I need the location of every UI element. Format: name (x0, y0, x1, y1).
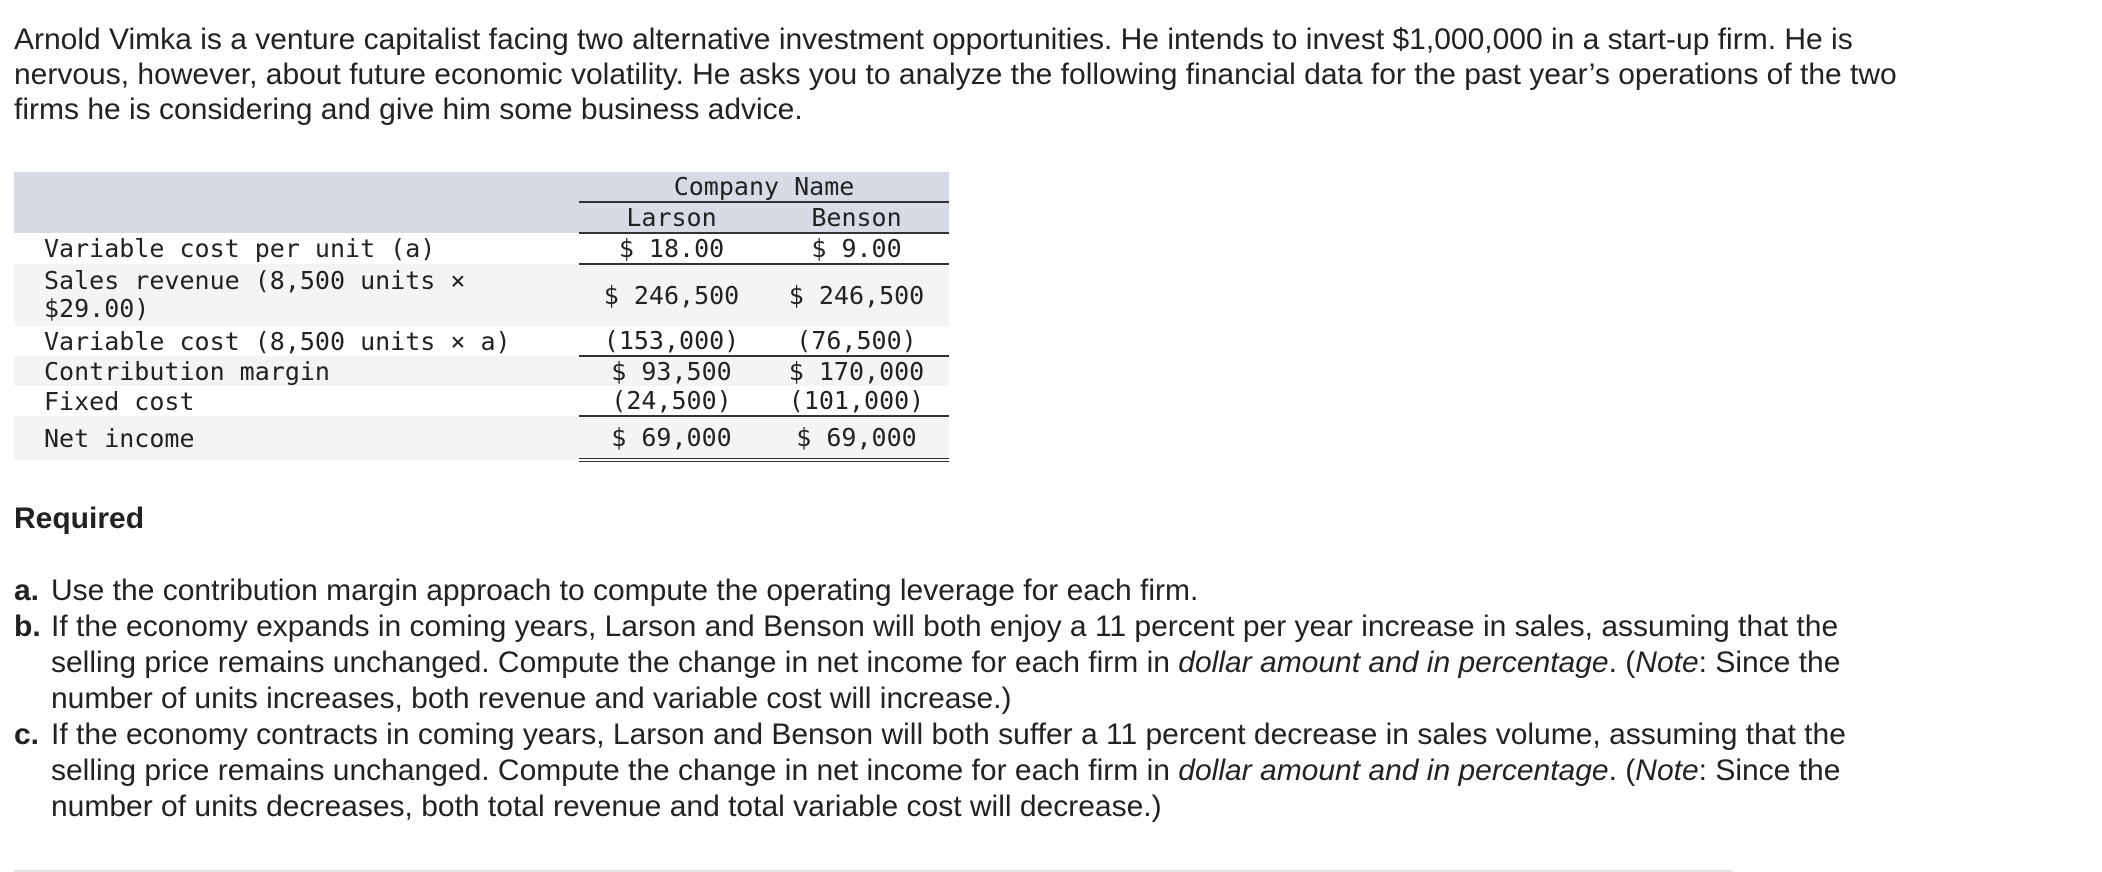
benson-value: (101,000) (764, 386, 949, 416)
table-subheader-row (14, 202, 949, 233)
table-row (14, 386, 949, 416)
required-list (14, 573, 1914, 825)
item-emphasis: dollar amount and in percentage (1178, 646, 1609, 679)
larson-value: (153,000) (579, 326, 764, 356)
item-marker: b. (14, 610, 41, 643)
item-note-label: Note (1635, 646, 1699, 679)
row-label: Fixed cost (14, 386, 564, 416)
larson-value: $ 246,500 (579, 264, 764, 326)
item-emphasis: dollar amount and in percentage (1178, 754, 1609, 787)
item-text: If the economy expands in coming years, Larson and Benson will both enjoy a 11 percent per year increase in sales, assuming that the selling price remains unchanged. Compute the change in net income for each firm in (51, 610, 1839, 679)
list-item (14, 573, 1914, 609)
row-label: Variable cost per unit (a) (14, 233, 564, 264)
table-header-row (14, 172, 949, 202)
item-note-label: Note (1635, 754, 1699, 787)
financial-data-table (14, 172, 949, 462)
required-heading: Required (14, 502, 145, 535)
item-text: : Since the number of units increases, both revenue and variable cost will increase.) (51, 646, 1841, 715)
benson-value: $ 9.00 (764, 233, 949, 264)
intro-paragraph: Arnold Vimka is a venture capitalist facing two alternative investment opportunities. He intends to invest $1,000,000 in a start-up firm. He is nervous, however, about future economic volatility. He asks you to analyze the following financial data for the past year’s operations of the two firms he is considering and give him some business advice. (14, 23, 1897, 126)
item-text: . ( (1608, 646, 1636, 679)
list-item (14, 609, 1914, 717)
item-marker: a. (14, 574, 40, 607)
benson-value: (76,500) (764, 326, 949, 356)
larson-value: (24,500) (579, 386, 764, 416)
larson-column-header: Larson (579, 202, 764, 233)
item-text: : Since the number of units decreases, both total revenue and total variable cost will decrease.) (51, 754, 1841, 823)
table-row (14, 326, 949, 356)
company-name-header: Company Name (579, 172, 949, 202)
larson-value: $ 93,500 (579, 356, 764, 386)
benson-value: $ 69,000 (764, 416, 949, 460)
table-row (14, 416, 949, 460)
row-label: Contribution margin (14, 356, 564, 386)
larson-value: $ 69,000 (579, 416, 764, 460)
item-marker: c. (14, 718, 40, 751)
benson-value: $ 246,500 (764, 264, 949, 326)
item-text: . ( (1608, 754, 1636, 787)
benson-column-header: Benson (764, 202, 949, 233)
table-row (14, 264, 949, 326)
list-item (14, 717, 1914, 825)
row-label: Net income (14, 416, 564, 460)
item-text: If the economy contracts in coming years, Larson and Benson will both suffer a 11 percent decrease in sales volume, assuming that the selling price remains unchanged. Compute the change in net income for each firm in (51, 718, 1846, 787)
item-text: Use the contribution margin approach to compute the operating leverage for each firm. (51, 574, 1199, 607)
benson-value: $ 170,000 (764, 356, 949, 386)
table-row (14, 356, 949, 386)
row-label: Variable cost (8,500 units × a) (14, 326, 564, 356)
table-row (14, 233, 949, 264)
row-label: Sales revenue (8,500 units × $29.00) (14, 264, 564, 326)
larson-value: $ 18.00 (579, 233, 764, 264)
